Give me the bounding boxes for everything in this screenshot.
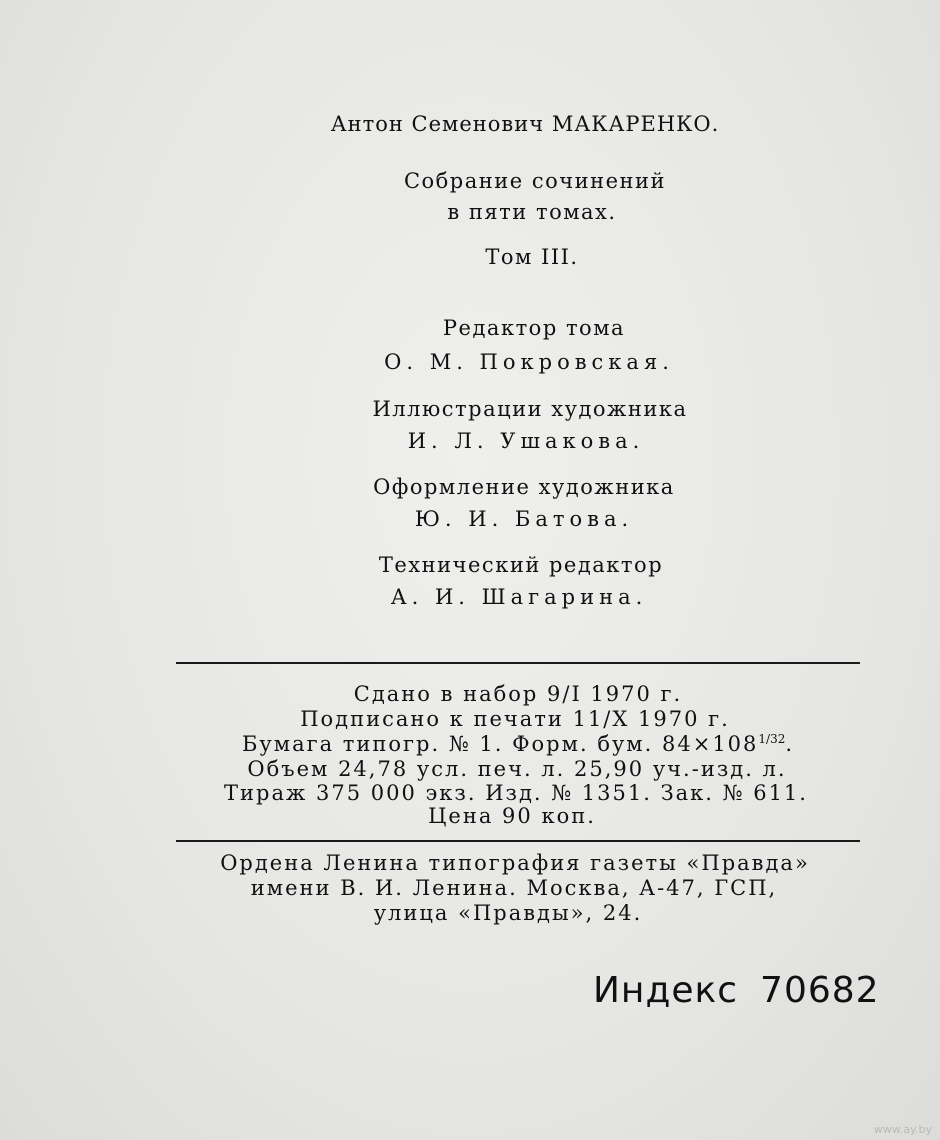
author-line (331, 112, 720, 136)
credit-person-illustrator: И. Л. Ушакова. (407, 429, 645, 453)
paper-format: Бумага типогр. № 1. Форм. бум. 84×108 (241, 732, 759, 756)
credit-role-designer: Оформление художника (373, 475, 675, 499)
credit-role-illustrator: Иллюстрации художника (372, 397, 688, 421)
imprint-line5: Тираж 375 000 экз. Изд. № 1351. Зак. № 611. (224, 781, 808, 805)
credit-person-editor: О. М. Покровская. (384, 350, 674, 374)
paper-format-fraction: 1/32 (758, 732, 786, 746)
divider-top (176, 662, 860, 664)
imprint-line1: Сдано в набор 9/I 1970 г. (353, 682, 683, 706)
index-code (593, 970, 880, 1011)
credit-role-editor: Редактор тома (442, 316, 626, 340)
imprint-price: Цена 90 коп. (428, 804, 596, 828)
divider-bottom (176, 840, 860, 842)
watermark: www.ay.by (873, 1123, 932, 1136)
printer-line1: Ордена Ленина типография газеты «Правда» (220, 851, 810, 875)
author-name: Антон Семенович (330, 112, 545, 136)
author-surname: МАКАРЕНКО. (551, 112, 720, 136)
paper-format-end: . (785, 732, 795, 756)
printer-line3: улица «Правды», 24. (373, 901, 643, 925)
credit-role-tech-editor: Технический редактор (378, 553, 664, 577)
imprint-line4: Объем 24,78 усл. печ. л. 25,90 уч.-изд. л. (247, 757, 787, 781)
imprint-line2: Подписано к печати 11/Х 1970 г. (300, 707, 730, 731)
volume-number: Том III. (485, 245, 579, 269)
collection-title-line1: Собрание сочинений (403, 169, 667, 193)
credit-person-designer: Ю. И. Батова. (414, 507, 634, 531)
imprint-line3 (242, 732, 794, 756)
collection-title-line2: в пяти томах. (447, 200, 617, 224)
index-number: 70682 (760, 970, 880, 1011)
index-label: Индекс (593, 970, 739, 1011)
printer-line2: имени В. И. Ленина. Москва, А-47, ГСП, (250, 876, 778, 900)
credit-person-tech-editor: А. И. Шагарина. (390, 585, 648, 609)
